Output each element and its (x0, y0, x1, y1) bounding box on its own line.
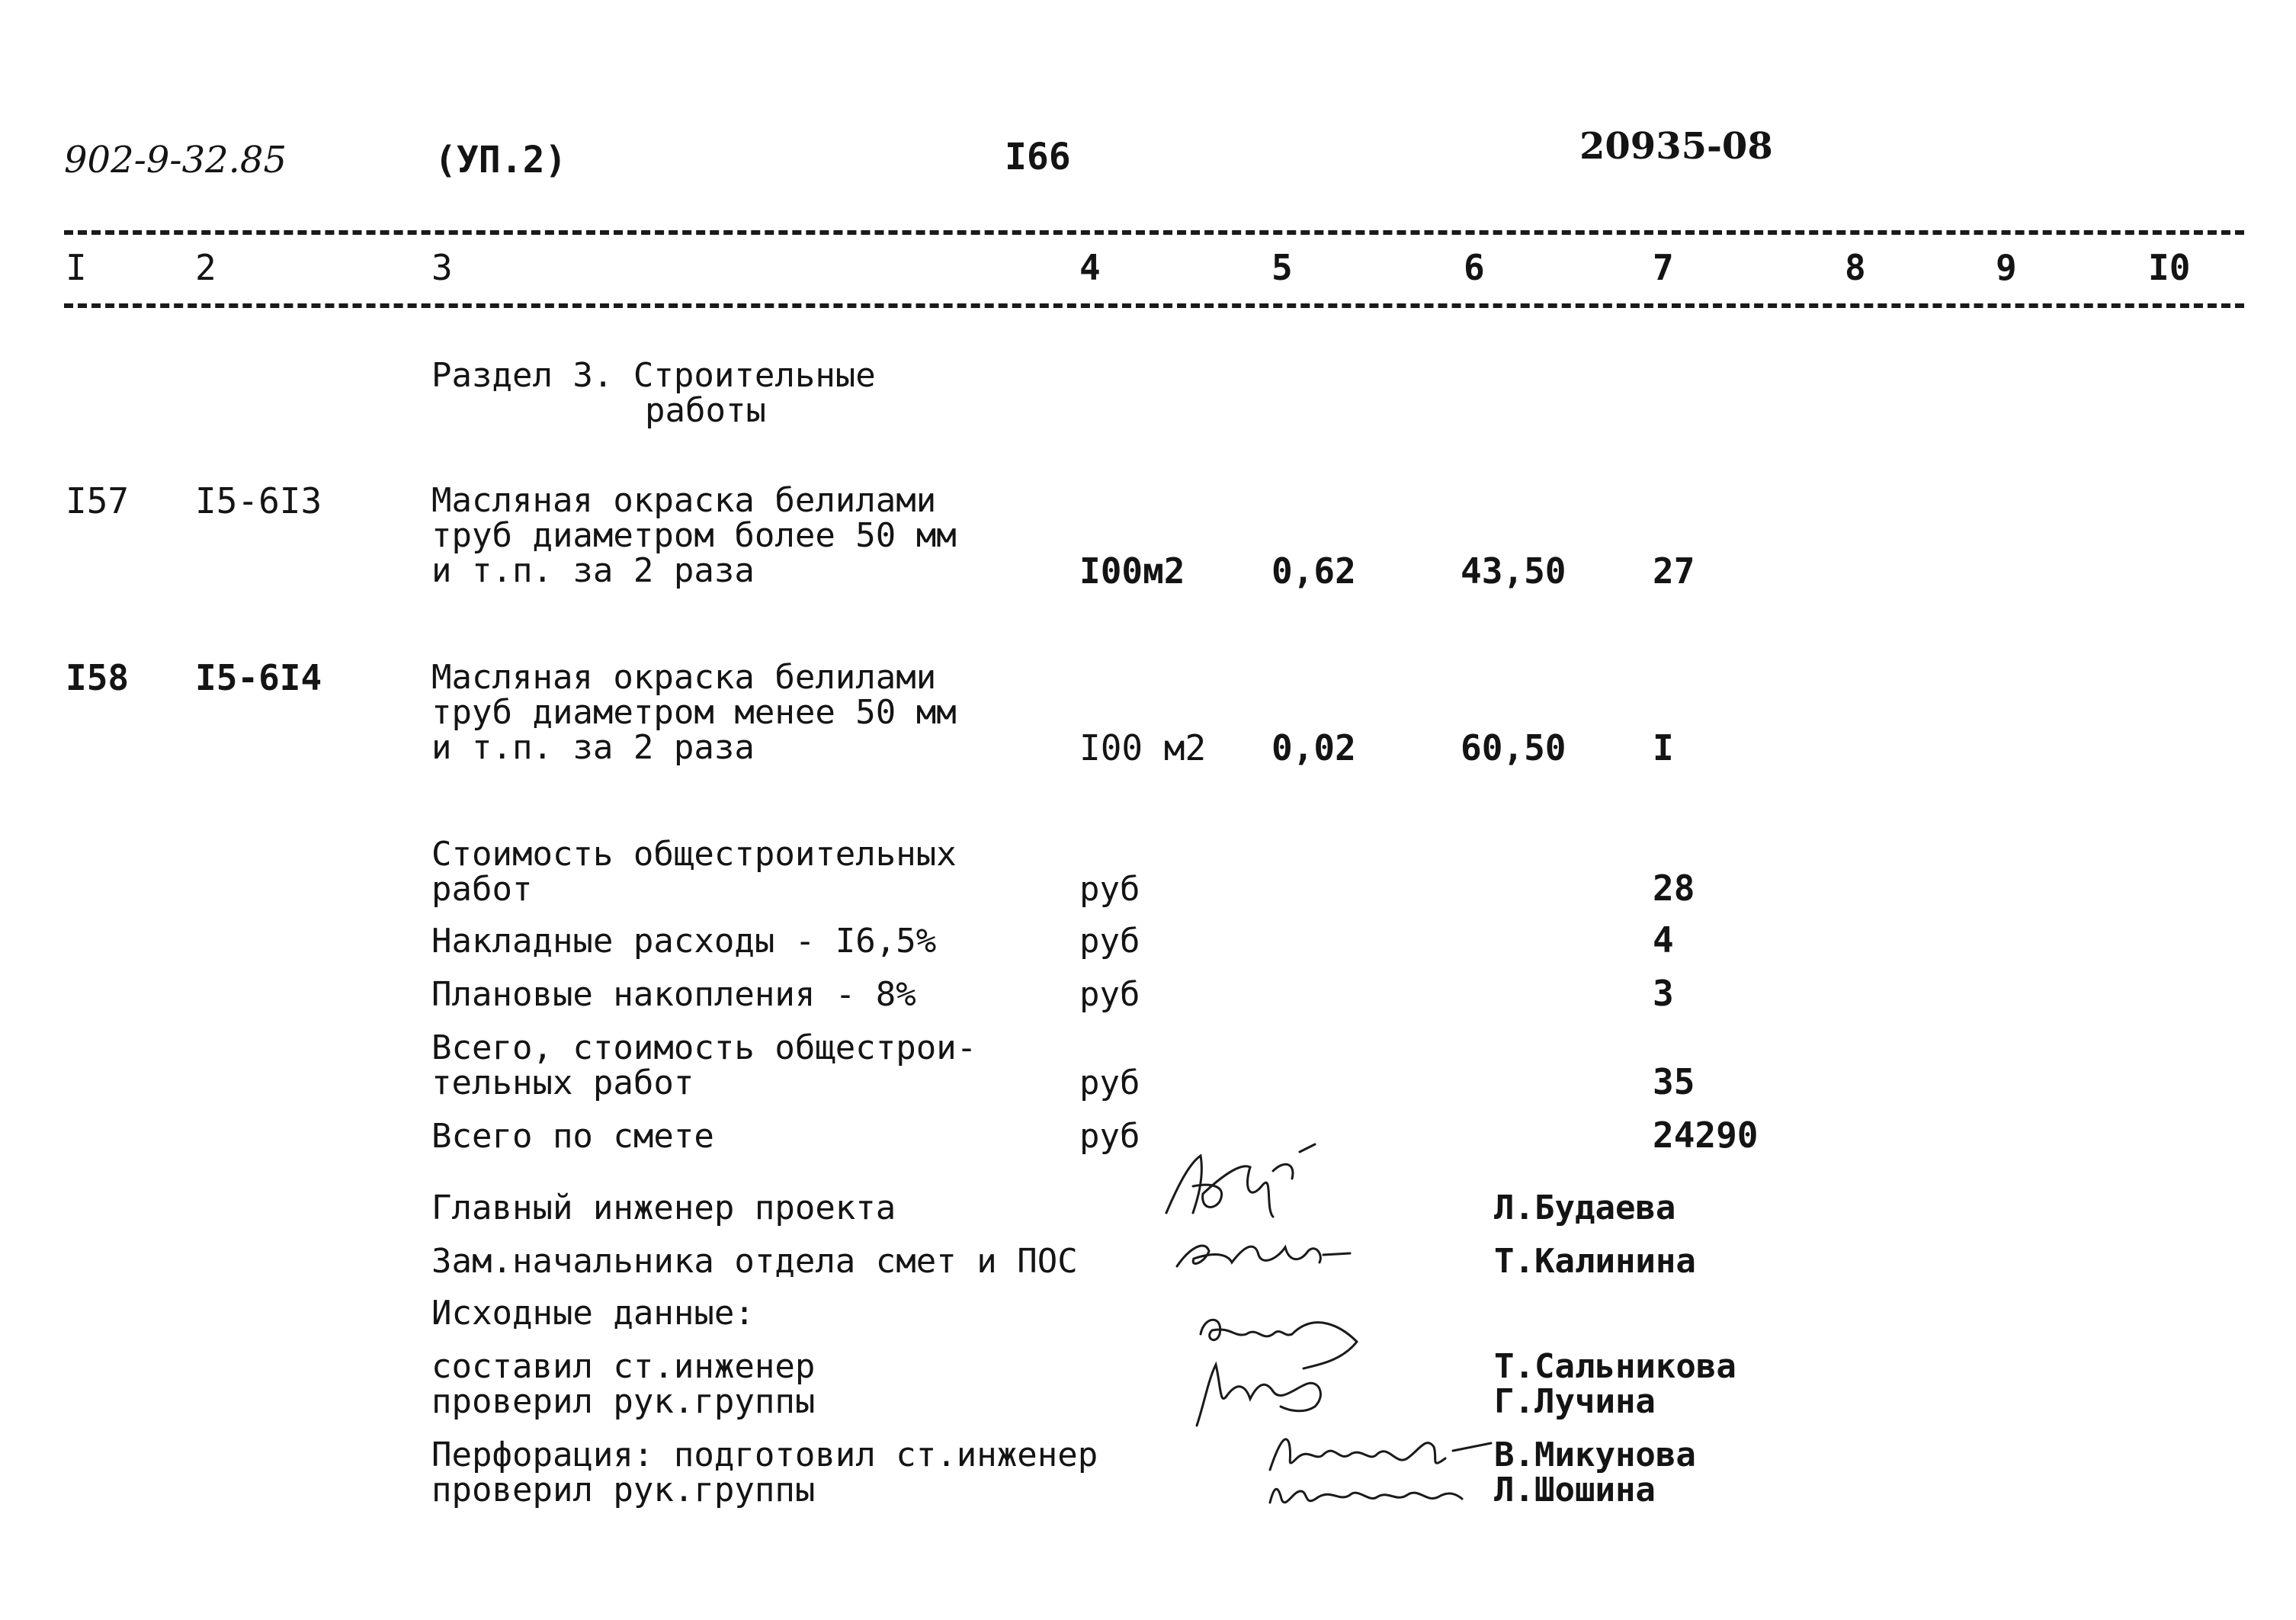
total-cost: I (1653, 727, 1674, 768)
section-title: Раздел 3. Строительные (431, 356, 876, 395)
handwritten-signature (1174, 1349, 1342, 1433)
column-number: I (66, 247, 87, 288)
divider-bottom (64, 303, 2244, 308)
summary-label: тельных работ (431, 1063, 694, 1102)
total-cost: 27 (1653, 550, 1695, 592)
signatory-role: Исходные данные: (431, 1294, 755, 1333)
summary-value: 3 (1653, 973, 1674, 1014)
summary-value: 4 (1653, 919, 1674, 961)
signatory-name: В.Микунова (1494, 1436, 1696, 1474)
summary-label: Плановые накопления - 8% (431, 975, 916, 1014)
album-number: (УП.2) (435, 139, 567, 181)
signatory-name: Л.Шошина (1494, 1471, 1656, 1509)
section-title-cont: работы (645, 391, 766, 430)
signatory-role: проверил рук.группы (431, 1382, 816, 1421)
quantity: 0,62 (1271, 550, 1356, 592)
page-number: I66 (1005, 136, 1071, 178)
divider-top (64, 230, 2244, 235)
signatory-role: проверил рук.группы (431, 1471, 816, 1509)
column-number: 5 (1271, 247, 1293, 288)
summary-label: работ (431, 870, 533, 909)
item-description-line: и т.п. за 2 раза (431, 728, 755, 767)
quantity: 0,02 (1271, 727, 1356, 768)
archive-number: 20935-08 (1579, 125, 1773, 168)
item-description-line: Масляная окраска белилами (431, 481, 937, 520)
handwritten-signature (1171, 1224, 1354, 1278)
rate-code: I5-6I4 (195, 657, 322, 698)
signatory-role: Главный инженер проекта (431, 1189, 896, 1227)
summary-label: Всего по смете (431, 1117, 714, 1156)
item-description-line: Масляная окраска белилами (431, 658, 937, 697)
summary-unit: руб (1079, 1063, 1140, 1102)
document-code: 902-9-32.85 (64, 139, 287, 181)
summary-label: Стоимость общестроительных (431, 835, 957, 874)
summary-label: Всего, стоимость общестрои- (431, 1028, 977, 1067)
unit-price: 60,50 (1461, 727, 1566, 768)
unit-price: 43,50 (1461, 550, 1566, 592)
signatory-name: Л.Будаева (1494, 1189, 1676, 1227)
column-number: 9 (1996, 247, 2017, 288)
column-number: 3 (431, 247, 453, 288)
summary-unit: руб (1079, 922, 1140, 961)
signatory-role: Перфорация: подготовил ст.инженер (431, 1436, 1098, 1474)
column-number: 2 (195, 247, 216, 288)
row-number: I57 (66, 480, 130, 521)
summary-value: 28 (1653, 868, 1695, 909)
column-number: 4 (1079, 247, 1101, 288)
column-number: I0 (2148, 247, 2191, 288)
rate-code: I5-6I3 (195, 480, 322, 521)
unit: I00 м2 (1079, 727, 1207, 768)
handwritten-signature (1159, 1140, 1326, 1224)
handwritten-signature (1262, 1468, 1468, 1514)
summary-unit: руб (1079, 975, 1140, 1014)
signatory-name: Т.Сальникова (1494, 1347, 1736, 1386)
signatory-role: Зам.начальника отдела смет и ПОС (431, 1242, 1078, 1281)
signatory-role: составил ст.инженер (431, 1347, 816, 1386)
summary-unit: руб (1079, 1117, 1140, 1156)
summary-unit: руб (1079, 870, 1140, 909)
column-number: 8 (1845, 247, 1866, 288)
item-description-line: и т.п. за 2 раза (431, 551, 755, 590)
item-description-line: труб диаметром более 50 мм (431, 516, 957, 555)
unit: I00м2 (1079, 550, 1185, 592)
item-description-line: труб диаметром менее 50 мм (431, 693, 957, 732)
summary-label: Накладные расходы - I6,5% (431, 922, 937, 961)
summary-value: 24290 (1653, 1115, 1759, 1156)
summary-value: 35 (1653, 1061, 1695, 1102)
column-number: 7 (1653, 247, 1674, 288)
signatory-name: Г.Лучина (1494, 1382, 1656, 1421)
signatory-name: Т.Калинина (1494, 1242, 1696, 1281)
row-number: I58 (66, 657, 130, 698)
column-number: 6 (1464, 247, 1485, 288)
